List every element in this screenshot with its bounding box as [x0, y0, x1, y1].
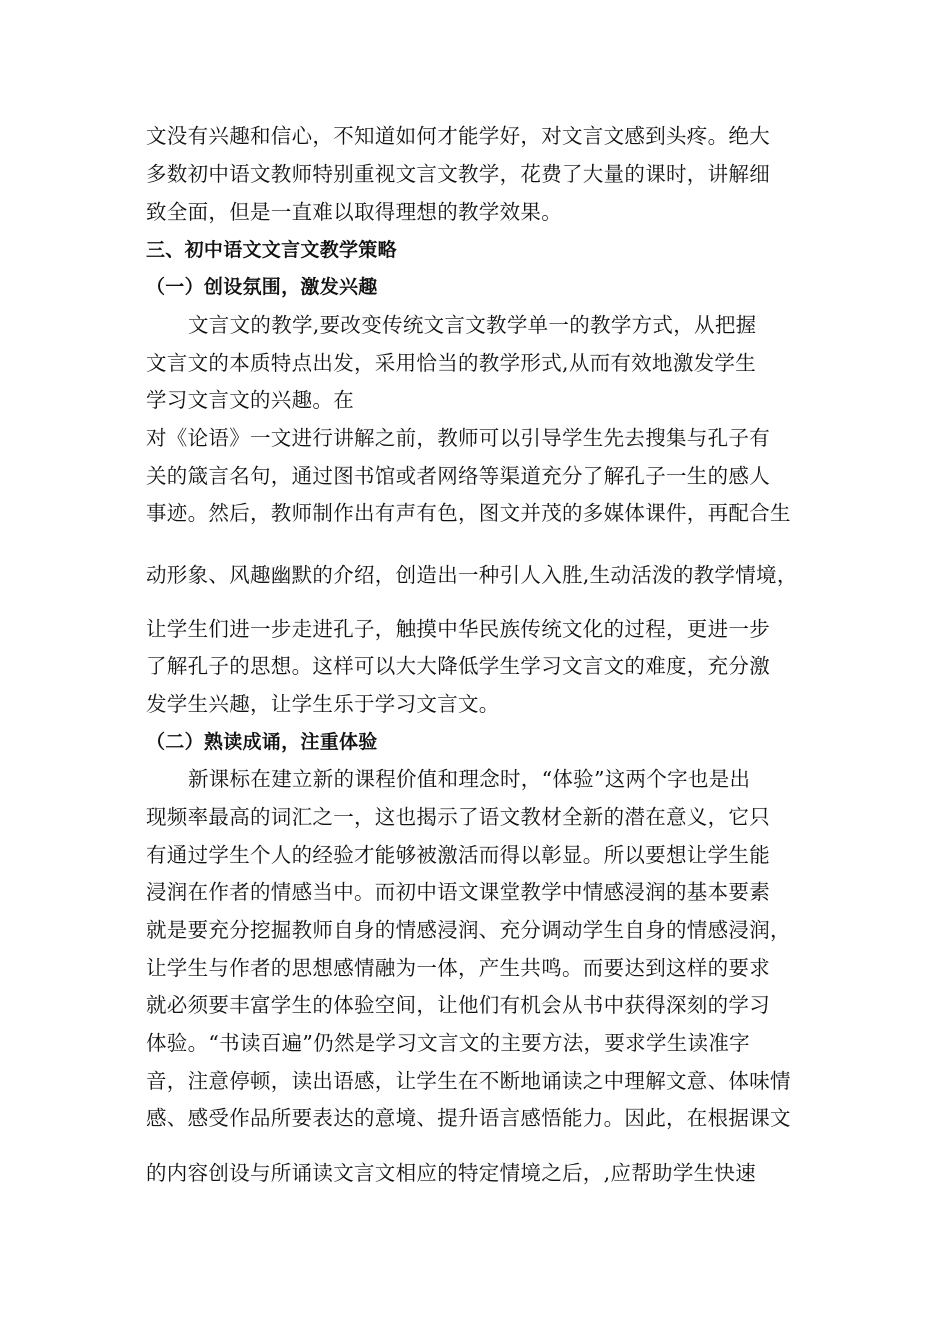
paragraph-line: 致全面，但是一直难以取得理想的教学效果。	[146, 200, 562, 224]
paragraph-line: 事迹。然后，教师制作出有声有色，图文并茂的多媒体课件，再配合生	[146, 501, 791, 525]
paragraph-line: 文言文的教学,要改变传统文言文教学单一的教学方式，从把握	[188, 313, 757, 337]
paragraph-line: 现频率最高的词汇之一，这也揭示了语文教材全新的潜在意义，它只	[146, 805, 770, 829]
paragraph-line: 让学生们进一步走进孔子，触摸中华民族传统文化的过程，更进一步	[146, 617, 770, 641]
paragraph-line: 让学生与作者的思想感情融为一体，产生共鸣。而要达到这样的要求	[146, 956, 770, 980]
paragraph-line: 文言文的本质特点出发，采用恰当的教学形式,从而有效地激发学生	[146, 351, 757, 375]
paragraph-line: 了解孔子的思想。这样可以大大降低学生学习文言文的难度，充分激	[146, 654, 770, 678]
paragraph-line: 体验。“书读百遍”仍然是学习文言文的主要方法，要求学生读准字	[146, 1031, 750, 1055]
paragraph-line: 对《论语》一文进行讲解之前，教师可以引导学生先去搜集与孔子有	[146, 426, 770, 450]
paragraph-line: 浸润在作者的情感当中。而初中语文课堂教学中情感浸润的基本要素	[146, 880, 770, 904]
subsection-title: （一）创设氛围，激发兴趣	[146, 276, 378, 298]
paragraph-line: 就是要充分挖掘教师自身的情感浸润、充分调动学生自身的情感浸润，	[146, 918, 791, 942]
paragraph-line: 有通过学生个人的经验才能够被激活而得以彰显。所以要想让学生能	[146, 843, 770, 867]
paragraph-line: 感、感受作品所要表达的意境、提升语言感悟能力。因此，在根据课文	[146, 1106, 791, 1130]
paragraph-line: 的内容创设与所诵读文言文相应的特定情境之后，,应帮助学生快速	[146, 1161, 757, 1185]
paragraph-line: 就必须要丰富学生的体验空间，让他们有机会从书中获得深刻的学习	[146, 993, 770, 1017]
section-heading: 三、初中语文文言文教学策略	[146, 239, 397, 261]
paragraph-line: 文没有兴趣和信心，不知道如何才能学好，对文言文感到头疼。绝大	[146, 124, 770, 148]
paragraph-line: 学习文言文的兴趣。在	[146, 388, 354, 412]
paragraph-line: 动形象、风趣幽默的介绍，创造出一种引人入胜,生动活泼的教学情境，	[146, 563, 798, 587]
paragraph-line: 多数初中语文教师特别重视文言文教学，花费了大量的课时，讲解细	[146, 162, 770, 186]
paragraph-line: 新课标在建立新的课程价值和理念时，“体验”这两个字也是出	[188, 767, 751, 791]
subsection-title: （二）熟读成诵，注重体验	[146, 731, 378, 753]
paragraph-line: 关的箴言名句，通过图书馆或者网络等渠道充分了解孔子一生的感人	[146, 464, 770, 488]
paragraph-line: 音，注意停顿，读出语感，让学生在不断地诵读之中理解文意、体味情	[146, 1069, 791, 1093]
paragraph-line: 发学生兴趣，让学生乐于学习文言文。	[146, 692, 500, 716]
